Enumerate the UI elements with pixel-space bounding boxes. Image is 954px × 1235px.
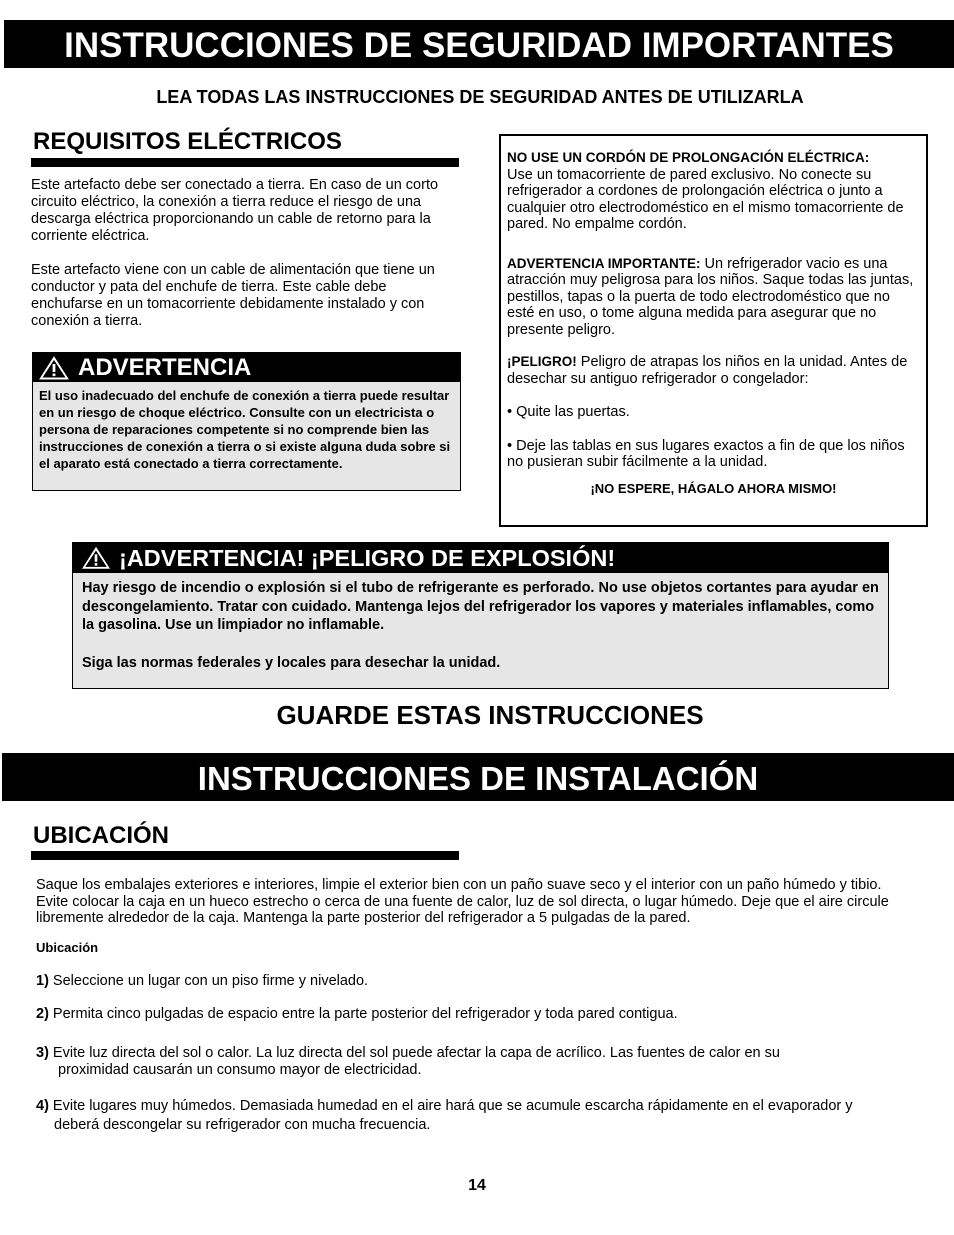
warning-triangle-icon	[38, 355, 70, 381]
list-item: 4) Evite lugares muy húmedos. Demasiada humedad en el aire hará que se acumule escarcha rápidamente en el evaporador y deberá descongelar su refrigerador con mucha frecuencia.	[36, 1098, 853, 1133]
cord-label: NO USE UN CORDÓN DE PROLONGACIÓN ELÉCTRICA:	[507, 150, 870, 165]
electrical-heading: REQUISITOS ELÉCTRICOS	[33, 128, 342, 155]
safety-subtitle: LEA TODAS LAS INSTRUCCIONES DE SEGURIDAD ANTES DE UTILIZARLA	[156, 87, 804, 107]
explosion-warning-text: Hay riesgo de incendio o explosión si el tubo de refrigerante es perforado. No use objetos cortantes para ayudar en descongelamiento. Tratar con cuidado. Mantenga lejos del refrigerador los vapores y materiales inflamables, como la gasolina. Use un limpiador no inflamable.	[82, 580, 879, 633]
warning-text: El uso inadecuado del enchufe de conexión a tierra puede resultar en un riesgo de choque eléctrico. Consulte con un electricista o persona de reparaciones competente si no comprende bien las instrucciones de conexión a tierra o si existe alguna duda sobre si el aparato está conectado a tierra correctamente.	[39, 388, 451, 471]
safety-title-bar	[4, 20, 954, 68]
electrical-heading-rule	[31, 158, 459, 167]
warning-heading: ADVERTENCIA	[78, 353, 252, 381]
electrical-para-1: Este artefacto debe ser conectado a tierra. En caso de un corto circuito eléctrico, la conexión a tierra reduce el riesgo de una descarga eléctrica proporcionando un cable de retorno para la corriente eléctrica.	[31, 177, 439, 244]
important-label: ADVERTENCIA IMPORTANTE:	[507, 255, 701, 271]
warning-box	[32, 352, 461, 491]
electrical-para-2: Este artefacto viene con un cable de alimentación que tiene un conductor y pata del enchufe de tierra. Este cable debe enchufarse en un tomacorriente debidamente instalado y con conexión a tierra.	[31, 262, 435, 329]
location-list	[36, 973, 916, 1135]
location-intro: Saque los embalajes exteriores e interiores, limpie el exterior bien con un paño suave seco y el interior con un paño húmedo y tibio. Evite colocar la caja en un hueco estrecho o cerca de una fuente de calor, luz de sol directa, o lugar húmedo. Deje que el aire circule libremente alrededor de la caja. Mantenga la parte posterior del refrigerador a 5 pulgadas de la pared.	[36, 877, 889, 926]
explosion-warning-heading: ¡ADVERTENCIA! ¡PELIGRO DE EXPLOSIÓN!	[119, 544, 616, 571]
save-instructions-text: GUARDE ESTAS INSTRUCCIONES	[276, 700, 704, 730]
danger-label: ¡PELIGRO!	[507, 354, 577, 369]
location-heading: UBICACIÓN	[33, 822, 169, 849]
bullet-leave-shelves: • Deje las tablas en sus lugares exactos a fin de que los niños no pusieran subir fácilmente a la unidad.	[507, 437, 905, 470]
explosion-warning-box	[72, 542, 889, 689]
danger-paragraph	[507, 354, 920, 387]
important-text: Un refrigerador vacio es una atracción muy peligrosa para los niños. Saque todas las juntas, pestillos, tapas o la puerta de todo electrodoméstico que no esté en uso, o tome alguna medida para asegurar que no presente peligro.	[507, 255, 914, 338]
safety-title: INSTRUCCIONES DE SEGURIDAD IMPORTANTES	[64, 26, 894, 65]
location-heading-rule	[31, 851, 459, 860]
cord-text: Use un tomacorriente de pared exclusivo. No conecte su refrigerador a cordones de prolongación eléctrica o junto a cualquier otro electrodoméstico en el mismo tomacorriente de pared. No empalme cordón.	[507, 166, 904, 232]
explosion-warning-header	[73, 543, 888, 573]
location-subheading: Ubicación	[36, 940, 99, 955]
install-title: INSTRUCCIONES DE INSTALACIÓN	[197, 760, 759, 797]
install-title-bar	[2, 753, 954, 801]
right-info-box	[499, 134, 928, 527]
warning-triangle-icon	[81, 545, 111, 571]
cord-paragraph	[507, 150, 920, 233]
list-item: 3) Evite luz directa del sol o calor. La luz directa del sol puede afectar la capa de acrílico. Las fuentes de calor en su proximidad causarán un consumo mayor de electricidad.	[36, 1045, 780, 1078]
page-number: 14	[468, 1177, 486, 1194]
warning-header	[33, 353, 460, 382]
disposal-rules-text: Siga las normas federales y locales para desechar la unidad.	[82, 654, 501, 671]
danger-text: Peligro de atrapas los niños en la unidad. Antes de desechar su antiguo refrigerador o congelador:	[507, 354, 908, 387]
list-item: 1) Seleccione un lugar con un piso firme y nivelado.	[36, 973, 369, 989]
dont-wait-text: ¡NO ESPERE, HÁGALO AHORA MISMO!	[590, 480, 837, 496]
important-paragraph	[507, 256, 920, 339]
bullet-remove-doors: • Quite las puertas.	[507, 404, 630, 420]
list-item: 2) Permita cinco pulgadas de espacio entre la parte posterior del refrigerador y toda pared contigua.	[36, 1005, 678, 1022]
